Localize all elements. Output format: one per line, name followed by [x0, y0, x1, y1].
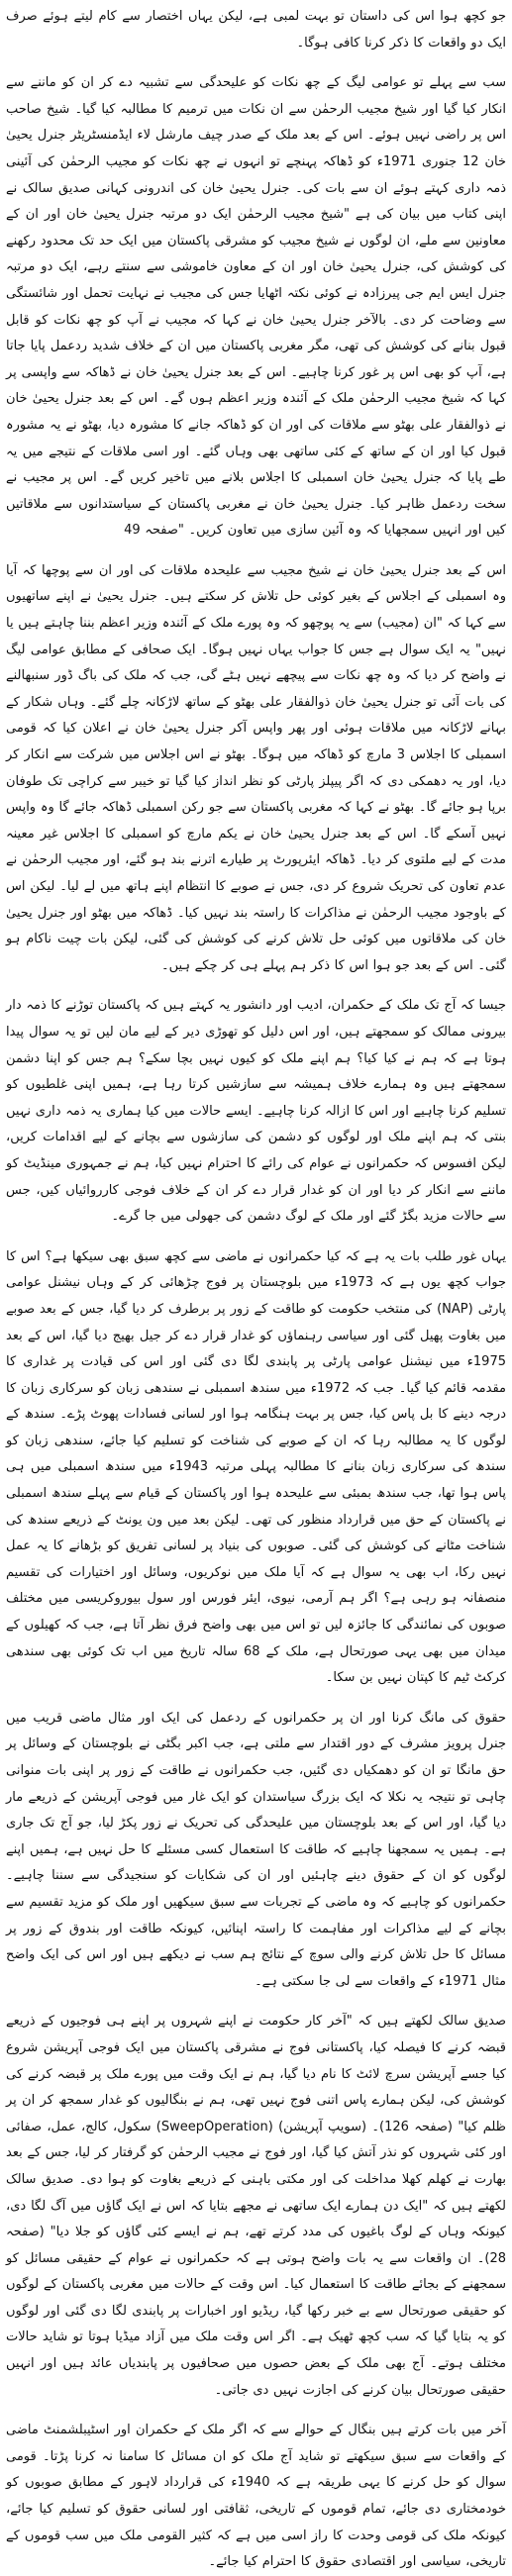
paragraph-3: اس کے بعد جنرل یحییٰ خان نے شیخ مجیب سے علیحدہ ملاقات کی اور ان سے پوچھا کہ آیا وہ اسمبلی کے اجلاس کے بغیر کوئی حل تلاش کر سکتے ہیں۔ جنرل یحییٰ نے اپنے ساتھیوں سے کہا کہ "ان (مجیب) سے یہ پوچھو کہ وہ پورے ملک کے آئندہ وزیر اعظم بننا چاہتے ہیں یا نہیں" یہ ایک سوال ہے جس کا جواب یہاں نہیں ہوگا۔ ایک صحافی کے مطابق عوامی لیگ نے واضح کر دیا کہ وہ چھ نکات سے پیچھے نہیں ہٹے گی، جب کہ ملک کی باگ ڈور سنبھالنے کی بات آئی تو جنرل یحییٰ خان ذوالفقار علی بھٹو کے ساتھ لاڑکانہ چلے گئے۔ وہاں شکار کے بہانے لاڑکانہ میں ملاقات ہوئی اور پھر واپس آکر جنرل یحییٰ خان نے اعلان کیا کہ قومی اسمبلی کا اجلاس 3 مارچ کو ڈھاکہ میں ہوگا۔ بھٹو نے اس اجلاس میں شرکت سے انکار کر دیا، اور یہ دھمکی دی کہ اگر پیپلز پارٹی کو نظر انداز کیا گیا تو خیبر سے کراچی تک طوفان برپا ہو جائے گا۔ بھٹو نے کہا کہ مغربی پاکستان سے جو رکن اسمبلی ڈھاکہ جائے گا وہ واپس نہیں آسکے گا۔ اس کے بعد جنرل یحییٰ خان نے یکم مارچ کو اسمبلی کا اجلاس غیر معینہ مدت کے لیے ملتوی کر دیا۔ ڈھاکہ ایئرپورٹ پر طیارے اترنے بند ہو گئے، اور مجیب الرحمٰن نے عدم تعاون کی تحریک شروع کر دی، جس نے صوبے کا انتظام اپنے ہاتھ میں لے لیا۔ لیکن اس کے باوجود مجیب الرحمٰن نے مذاکرات کا راستہ بند نہیں کیا۔ ڈھاکہ میں بھٹو اور جنرل یحییٰ خان کی ملاقاتوں میں کوئی حل تلاش کرنے کی کوشش کی گئی، لیکن بات چیت ناکام ہو گئی۔ اس کے بعد جو ہوا اس کا ذکر ہم پہلے ہی کر چکے ہیں۔: [6, 562, 506, 973]
paragraph-7: صدیق سالک لکھتے ہیں کہ "آخر کار حکومت نے اپنے شہروں پر اپنے ہی فوجیوں کے ذریعے قبضہ کرنے کا فیصلہ کیا، پاکستانی فوج نے مشرقی پاکستان میں ایک فوجی آپریشن شروع کیا جسے آپریشن سرچ لائٹ کا نام دیا گیا، ہم نے ایک وقت میں پورے ملک پر قبضہ کرنے کی کوشش کی، لیکن ہمارے پاس اتنی فوج نہیں تھی، ہم نے بنگالیوں کو غدار سمجھ کر ان پر ظلم کیا" (صفحہ 126)۔ (سویپ آپریشن) (SweepOperation) سکول، کالج، عمل، صفائی اور کئی شہروں کو نذر آتش کیا گیا، اور فوج نے مجیب الرحمٰن کو گرفتار کر لیا، جس کے بعد بھارت نے کھلم کھلا مداخلت کی اور مکتی باہنی کے ذریعے بغاوت کو ہوا دی۔ صدیق سالک لکھتے ہیں کہ "ایک دن ہمارے ایک ساتھی نے مجھے بتایا کہ اس نے ایک گاؤں میں آگ لگا دی، کیونکہ وہاں کے لوگ باغیوں کی مدد کرتے تھے، ہم نے ایسے کئی گاؤں کو جلا دیا" (صفحہ 28)۔ ان واقعات سے یہ بات واضح ہوتی ہے کہ حکمرانوں نے عوام کے حقیقی مسائل کو سمجھنے کے بجائے طاقت کا استعمال کیا۔ اس وقت کے حالات میں مغربی پاکستان کے لوگوں کو حقیقی صورتحال سے بے خبر رکھا گیا، ریڈیو اور اخبارات پر پابندی لگا دی گئی اور لوگوں کو یہ بتایا گیا کہ سب کچھ ٹھیک ہے۔ اگر اس وقت ملک میں آزاد میڈیا ہوتا تو شاید حالات مختلف ہوتے۔ آج بھی ملک کے بعض حصوں میں صحافیوں پر پابندیاں عائد ہیں اور انہیں حقیقی صورتحال بیان کرنے کی اجازت نہیں دی جاتی۔: [6, 2014, 506, 2398]
paragraph-5: یہاں غور طلب بات یہ ہے کہ کیا حکمرانوں نے ماضی سے کچھ سبق بھی سیکھا ہے؟ اس کا جواب کچھ یوں ہے کہ 1973ء میں بلوچستان پر فوج چڑھائی کر کے وہاں نیشنل عوامی پارٹی (NAP) کی منتخب حکومت کو طاقت کے زور پر برطرف کر دیا گیا، جس کے بعد صوبے میں بغاوت پھیل گئی اور سیاسی رہنماؤں کو غدار قرار دے کر جیل بھیج دیا گیا، اس کے بعد 1975ء میں نیشنل عوامی پارٹی پر پابندی لگا دی گئی اور اس کی قیادت پر غداری کا مقدمہ قائم کیا گیا۔ جب کہ 1972ء میں سندھ اسمبلی نے سندھی زبان کو سرکاری زبان کا درجہ دینے کا بل پاس کیا، جس پر بہت ہنگامہ ہوا اور لسانی فسادات پھوٹ پڑے۔ سندھ کے لوگوں کا یہ مطالبہ رہا کہ ان کے صوبے کی شناخت کو تسلیم کیا جائے، سندھی زبان کو سندھ کی سرکاری زبان بنانے کا مطالبہ پہلی مرتبہ 1943ء میں سندھ اسمبلی میں ہی پاس ہوا تھا، جب سندھ بمبئی سے علیحدہ ہوا اور پاکستان کے قیام سے پہلے سندھ اسمبلی نے پاکستان کے حق میں قرارداد منظور کی تھی۔ لیکن بعد میں ون یونٹ کے ذریعے سندھ کی شناخت مٹانے کی کوشش کی گئی۔ صوبوں کی بنیاد پر لسانی تفریق کو بڑھانے کا یہ عمل نہیں رکا، اب بھی یہ سوال ہے کہ آیا ملک میں نوکریوں، وسائل اور اختیارات کی تقسیم منصفانہ ہو رہی ہے؟ اگر ہم آرمی، نیوی، ایئر فورس اور سول بیوروکریسی میں مختلف صوبوں کی نمائندگی کا جائزہ لیں تو اس میں بھی واضح فرق نظر آتا ہے، جب کہ کھیلوں کے میدان میں بھی یہی صورتحال ہے، ملک کے 68 سالہ تاریخ میں اب تک کوئی بھی سندھی کرکٹ ٹیم کا کپتان نہیں بن سکا۔: [6, 1248, 507, 1686]
paragraph-8: آخر میں بات کرتے ہیں بنگال کے حوالے سے کہ اگر ملک کے حکمران اور اسٹیبلشمنٹ ماضی کے واقعات سے سبق سیکھتے تو شاید آج ملک کو ان مسائل کا سامنا نہ کرنا پڑتا۔ قومی سوال کو حل کرنے کا یہی طریقہ ہے کہ 1940ء کی قرارداد لاہور کے مطابق صوبوں کو خودمختاری دی جائے، تمام قوموں کے تاریخی، ثقافتی اور لسانی حقوق کو تسلیم کیا جائے، کیونکہ ملک کی قومی وحدت کا راز اسی میں ہے کہ کثیر القومی ملک میں سب قوموں کے تاریخی، سیاسی اور اقتصادی حقوق کا احترام کیا جائے۔: [6, 2423, 506, 2570]
paragraph-6: حقوق کی مانگ کرنا اور ان پر حکمرانوں کے ردعمل کی ایک اور مثال ماضی قریب میں جنرل پرویز مشرف کے دور اقتدار سے ملتی ہے، جب اکبر بگٹی نے بلوچستان کے وسائل پر حق مانگا تو ان کو دھمکیاں دی گئیں، جب حکمرانوں نے طاقت کے زور پر اپنی بات منوانی چاہی تو نتیجہ یہ نکلا کہ ایک بزرگ سیاستدان کو ایک غار میں فوجی آپریشن کے ذریعے مار دیا گیا، اور اس کے بعد بلوچستان میں علیحدگی کی تحریک نے زور پکڑ لیا، جو آج تک جاری ہے۔ ہمیں یہ سمجھنا چاہیے کہ طاقت کا استعمال کسی مسئلے کا حل نہیں ہے، ہمیں اپنے لوگوں کو ان کے حقوق دینے چاہئیں اور ان کی شکایات کو سنجیدگی سے سننا چاہیے۔ حکمرانوں کو چاہیے کہ وہ ماضی کے تجربات سے سبق سیکھیں اور ملک کو مزید تقسیم سے بچانے کے لیے مذاکرات اور مفاہمت کا راستہ اپنائیں، کیونکہ طاقت اور بندوق کے زور پر مسائل کا حل تلاش کرنے والی سوچ کے نتائج ہم سب نے دیکھے ہیں اور اس کی ایک واضح مثال 1971ء کے واقعات سے لی جا سکتی ہے۔: [6, 1710, 506, 1989]
paragraph-2: سب سے پہلے تو عوامی لیگ کے چھ نکات کو علیحدگی سے تشبیہ دے کر ان کو ماننے سے انکار کیا گیا اور شیخ مجیب الرحمٰن سے ان نکات میں ترمیم کا مطالبہ کیا گیا۔ شیخ صاحب اس پر راضی نہیں ہوئے۔ اس کے بعد ملک کے صدر چیف مارشل لاء ایڈمنسٹریٹر جنرل یحییٰ خان 12 جنوری 1971ء کو ڈھاکہ پہنچے تو انہوں نے چھ نکات کو مجیب الرحمٰن کی آئینی ذمہ داری کہتے ہوئے ان سے بات کی۔ جنرل یحییٰ خان کی اندرونی کہانی صدیق سالک نے اپنی کتاب میں بیان کی ہے "شیخ مجیب الرحمٰن ایک دو مرتبہ جنرل یحییٰ خان اور ان کے معاونین سے ملے، ان لوگوں نے شیخ مجیب کو مشرقی پاکستان میں ایک حد تک محدود رکھنے کی کوشش کی، جنرل یحییٰ خان اور ان کے معاون خاموشی سے سنتے رہے، ایک دو مرتبہ جنرل ایس ایم جی پیرزادہ نے کوئی نکتہ اٹھایا جس کی مجیب نے نہایت تحمل اور شائستگی سے وضاحت کر دی۔ بالآخر جنرل یحییٰ خان نے کہا کہ مجیب نے آپ کو چھ نکات کو قابل قبول بنانے کی کوشش کی تھی، مگر مغربی پاکستان میں ان کے خلاف شدید ردعمل پایا جاتا ہے، آپ کو بھی اس پر غور کرنا چاہیے۔ اس کے بعد جنرل یحییٰ خان نے ڈھاکہ سے واپسی پر کہا کہ شیخ مجیب الرحمٰن ملک کے آئندہ وزیر اعظم ہوں گے۔ اس کے بعد جنرل یحییٰ خان نے ذوالفقار علی بھٹو سے ملاقات کی اور ان کو ڈھاکہ جانے کا مشورہ دیا، بھٹو نے یہ مشورہ قبول کیا اور ان کے ساتھ کے کئی ساتھی بھی وہاں گئے۔ اور اسی ملاقات کے نتیجے میں یہ طے پایا کہ جنرل یحییٰ خان اسمبلی کا اجلاس بلانے میں تاخیر کریں گے۔ اس پر مجیب نے سخت ردعمل ظاہر کیا۔ جنرل یحییٰ خان نے مغربی پاکستان کے سیاستدانوں سے ملاقاتیں کیں اور انہیں سمجھایا کہ وہ آئین سازی میں تعاون کریں۔ "صفحہ 49: [6, 75, 506, 539]
paragraph-4: جیسا کہ آج تک ملک کے حکمران، ادیب اور دانشور یہ کہتے ہیں کہ پاکستان توڑنے کا ذمہ دار بیرونی ممالک کو سمجھتے ہیں، اور اس دلیل کو تھوڑی دیر کے لیے مان لیں تو یہ سوال پیدا ہوتا ہے کہ ہم نے کیا کیا؟ ہم اپنے ملک کو کیوں نہیں بچا سکے؟ ہم جس کو اپنا دشمن سمجھتے ہیں وہ ہمارے خلاف ہمیشہ سے سازشیں کرتا رہا ہے، ہمیں اپنی غلطیوں کو تسلیم کرنا چاہیے اور اس کا ازالہ کرنا چاہیے۔ ایسے حالات میں کیا ہماری یہ ذمہ داری نہیں بنتی کہ ہم اپنے ملک اور لوگوں کو دشمن کی سازشوں سے بچانے کے لیے اقدامات کریں، لیکن افسوس کہ حکمرانوں نے عوام کی رائے کا احترام نہیں کیا، ہم نے جمہوری مینڈیٹ کو ماننے سے انکار کر دیا اور ان کو غدار قرار دے کر ان کے خلاف فوجی کارروائیاں کیں، جس سے حالات مزید بگڑ گئے اور ملک کے لوگ دشمن کی جھولی میں جا گرے۔: [6, 998, 506, 1225]
paragraph-1: جو کچھ ہوا اس کی داستان تو بہت لمبی ہے، لیکن یہاں اختصار سے کام لیتے ہوئے صرف ایک دو واقعات کا ذکر کرنا کافی ہوگا۔: [6, 9, 506, 50]
